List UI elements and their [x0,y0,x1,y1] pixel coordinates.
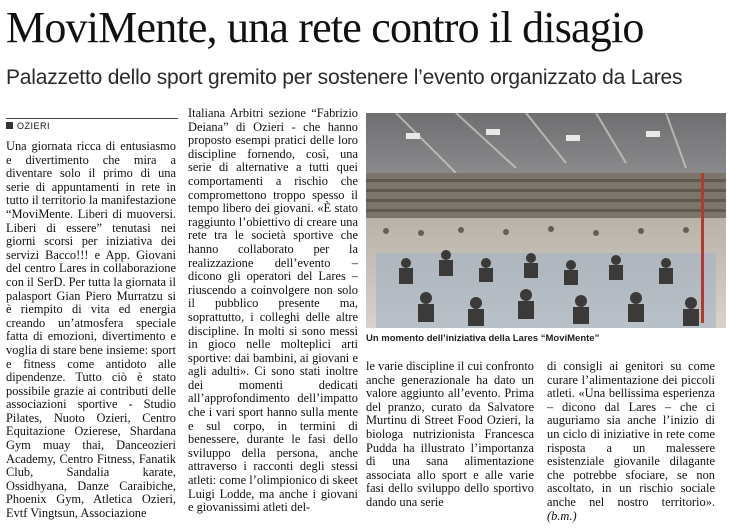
sports-hall-photo-icon [366,113,726,328]
article-column-1 [6,140,176,521]
event-photo [366,113,726,328]
column-4-paragraph [547,360,715,523]
photo-caption: Un momento dell’iniziativa della Lares “MoviMente” [366,333,600,344]
column-4-text: di consigli ai genitori su come curare l’alimentazione dei piccoli atleti. «Una bellissima esperienza – dicono dal Lares – che ci auguriamo sia anche l’inizio di un ciclo di iniziative in rete come risposta a un malessere esistenziale giovanile dilagante che potrebbe sfociare, se non ascoltato, in un rischio sociale anche nel nostro territorio». [547,359,715,509]
section-marker-icon [6,122,13,129]
section-name: OZIERI [17,121,51,131]
column-2-text: Italiana Arbitri sezione “Fabrizio Deiana” di Ozieri - che hanno proposto esempi pratici delle loro discipline fornendo, così, una serie di alternative a tutti quei comportamenti a rischio che compromettono troppo spesso il tempo libero dei giovani. «È stato raggiunto l’obiettivo di creare una rete tra le società sportive che hanno collaborato per la realizzazione dell’evento – dicono gli operatori del Lares – riuscendo a coinvolgere non solo il pubblico presente ma, soprattutto, i colleghi delle altre discipline. In molti si sono messi in gioco nelle molteplici arti sportive: dai bambini, ai giovani e agli adulti». Ci sono stati inoltre dei momenti dedicati all’approfondimento dell’impatto che i vari sport hanno sulla mente e sul corpo, in termini di benessere, durante le fasi dello sviluppo della persona, anche attraverso i racconti degli stessi atleti: come l’olimpionico di skeet Luigi Lodde, ma anche i giovani e giovanissimi atleti del- [188,106,358,515]
author-signature: (b.m.) [547,508,577,523]
subheadline: Palazzetto dello sport gremito per sostenere l’evento organizzato da Lares [6,66,683,89]
article-column-2 [188,107,358,515]
column-1-text: Una giornata ricca di entusiasmo e divertimento che mira a diventare solo il primo di una serie di appuntamenti in rete in tutto il territorio la manifestazione “MoviMente. Liberi di muoversi. Liberi di essere” tenutasi nei giorni scorsi per iniziativa dei servizi Bacco!!! e App. Giovani del centro Lares in collaborazione con il SerD. Per tutta la giornata il palasport Gian Piero Murratzu si è riempito di vita ed energia creando un’atmosfera speciale fatta di emozioni, divertimento e voglia di stare bene insieme: sport e fitness come antidoto alle dipendenze. Tutto ciò è stato possibile grazie ai contributi delle associazioni sportive - Studio Pilates, Nuoto Ozieri, Centro Equitazione Ozierese, Shardana Gym muay thai, Danceozieri Academy, Centro Fitness, Fanatik Club, Sandalia karate, Ossidhyana, Danze Caraibiche, Phoenix Gym, Atletica Ozieri, Evtf Vingtsun, Associazione [6,139,176,521]
article-column-4 [547,360,715,523]
headline: MoviMente, una rete contro il disagio [6,3,644,52]
article-column-3 [366,360,534,510]
column-3-text: le varie discipline il cui confronto anche generazionale ha dato un valore aggiunto all’evento. Prima del pranzo, curato da Salvatore Murtinu di Street Food Ozieri, la biologa nutrizionista Francesca Pudda ha illustrato l’importanza di una sana alimentazione associata allo sport e alle varie fasi dello sviluppo dello sportivo dando una serie [366,359,534,509]
section-label [6,118,178,133]
